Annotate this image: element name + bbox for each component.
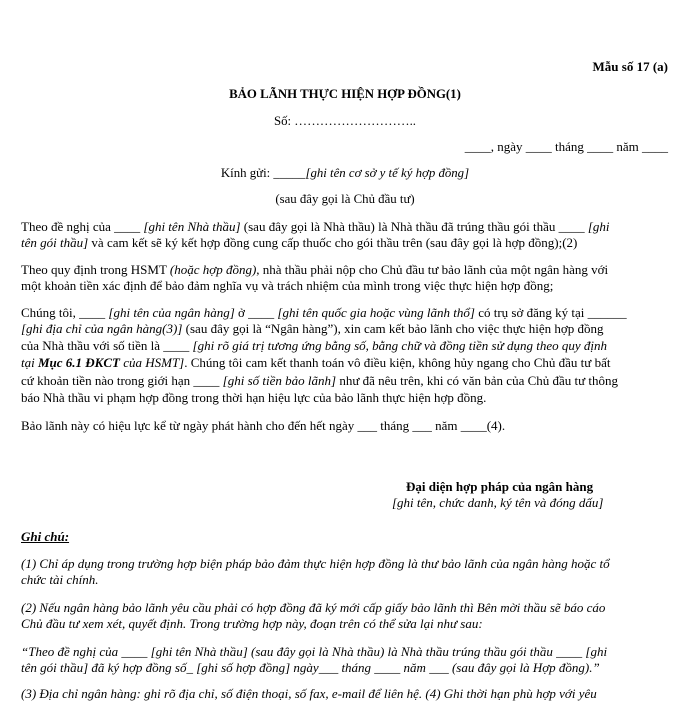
recipient-placeholder: [ghi tên cơ sở y tế ký hợp đồng] bbox=[305, 165, 470, 180]
note-3-line1: “Theo đề nghị của ____ [ghi tên Nhà thầu] (sau đây gọi là Nhà thầu) là Nhà thầu trúng thầu gói thầu ____ [ghi bbox=[21, 644, 608, 659]
para3-line6: báo Nhà thầu vi phạm hợp đồng trong thời hạn hiệu lực của bảo lãnh thực hiện hợp đồng. bbox=[21, 390, 487, 405]
text: Theo quy định trong HSMT bbox=[21, 262, 170, 277]
text: như đã nêu trên, khi có văn bản của Chủ đầu tư thông bbox=[336, 373, 619, 388]
signature-title: Đại diện hợp pháp của ngân hàng bbox=[406, 479, 594, 494]
date-line: ____, ngày ____ tháng ____ năm ____ bbox=[464, 139, 668, 154]
para3-line2 bbox=[21, 321, 604, 337]
para2-line1 bbox=[21, 262, 608, 278]
para3-line1 bbox=[21, 305, 627, 321]
placeholder: tên gói thầu] bbox=[21, 235, 89, 250]
placeholder: [ghi tên của ngân hàng] bbox=[108, 305, 235, 320]
note-2-line2: Chủ đầu tư xem xét, quyết định. Trong trường hợp này, đoạn trên có thể sửa lại như sau: bbox=[21, 616, 483, 631]
placeholder: [ghi số tiền bảo lãnh] bbox=[222, 373, 337, 388]
text: (sau đây gọi là “Ngân hàng”), xin cam kết bảo lãnh cho việc thực hiện hợp đồng bbox=[182, 321, 604, 336]
text: ở ____ bbox=[234, 305, 278, 320]
form-number: Mẫu số 17 (a) bbox=[592, 59, 668, 74]
recipient-line bbox=[0, 165, 690, 181]
placeholder: [ghi địa chỉ của ngân hàng(3)] bbox=[21, 321, 183, 336]
placeholder: [ghi bbox=[587, 219, 610, 234]
text: của Nhà thầu với số tiền là ____ bbox=[21, 338, 193, 353]
notes-heading: Ghi chú: bbox=[21, 529, 70, 544]
note-2-line1: (2) Nếu ngân hàng bảo lãnh yêu cầu phải có hợp đồng đã ký mới cấp giấy bảo lãnh thì Bên mời thầu sẽ báo cáo bbox=[21, 600, 606, 615]
text: Theo đề nghị của ____ bbox=[21, 219, 144, 234]
text: có trụ sở đăng ký tại ______ bbox=[474, 305, 627, 320]
text: , nhà thầu phải nộp cho Chủ đầu tư bảo lãnh của một ngân hàng với bbox=[256, 262, 609, 277]
placeholder: [ghi tên quốc gia hoặc vùng lãnh thổ] bbox=[277, 305, 475, 320]
placeholder: của HSMT] bbox=[119, 355, 185, 370]
para2-line2: một khoản tiền xác định để bảo đảm nghĩa vụ và trách nhiệm của mình trong việc thực hiện hợp đồng; bbox=[21, 278, 554, 293]
text: (sau đây gọi là Nhà thầu) là Nhà thầu đã trúng thầu gói thầu ____ bbox=[240, 219, 588, 234]
placeholder: (hoặc hợp đồng) bbox=[169, 262, 257, 277]
para3-line4 bbox=[21, 355, 610, 371]
text: Chúng tôi, ____ bbox=[21, 305, 109, 320]
note-1-line1: (1) Chỉ áp dụng trong trường hợp biện pháp bảo đảm thực hiện hợp đồng là thư bảo lãnh của ngân hàng hoặc tổ bbox=[21, 556, 610, 571]
note-3-line2: tên gói thầu] đã ký hợp đồng số_ [ghi số hợp đồng] ngày___ tháng ____ năm ___ (sau đây gọi là Hợp đồng).” bbox=[21, 660, 600, 675]
recipient-label: Kính gửi: _____ bbox=[220, 165, 306, 180]
placeholder: tại bbox=[21, 355, 38, 370]
note-4-line1: (3) Địa chỉ ngân hàng: ghi rõ địa chỉ, số điện thoại, số fax, e-mail để liên hệ. (4) Ghi thời hạn phù hợp với yêu bbox=[21, 686, 597, 701]
para3-line5 bbox=[21, 373, 618, 389]
text: . Chúng tôi cam kết thanh toán vô điều kiện, không hủy ngang cho Chủ đầu tư bất bbox=[184, 355, 611, 370]
placeholder: [ghi rõ giá trị tương ứng bằng số, bằng chữ và đồng tiền sử dụng theo quy định bbox=[192, 338, 607, 353]
investor-note: (sau đây gọi là Chủ đầu tư) bbox=[275, 191, 415, 206]
text: và cam kết sẽ ký kết hợp đồng cung cấp thuốc cho gói thầu trên (sau đây gọi là hợp đồng);(2) bbox=[88, 235, 578, 250]
placeholder: Mục 6.1 ĐKCT bbox=[37, 355, 120, 370]
document-title: BẢO LÃNH THỰC HIỆN HỢP ĐỒNG(1) bbox=[229, 86, 461, 101]
number-line: Số: ……………………….. bbox=[273, 113, 417, 128]
para1-line2 bbox=[21, 235, 577, 251]
placeholder: [ghi tên Nhà thầu] bbox=[143, 219, 241, 234]
validity-paragraph: Bảo lãnh này có hiệu lực kể từ ngày phát hành cho đến hết ngày ___ tháng ___ năm ____(4). bbox=[21, 418, 506, 433]
para3-line3 bbox=[21, 338, 607, 354]
para1-line1 bbox=[21, 219, 610, 235]
note-1-line2: chức tài chính. bbox=[21, 572, 99, 587]
text: cứ khoản tiền nào trong giới hạn ____ bbox=[21, 373, 223, 388]
signature-note: [ghi tên, chức danh, ký tên và đóng dấu] bbox=[392, 495, 604, 510]
